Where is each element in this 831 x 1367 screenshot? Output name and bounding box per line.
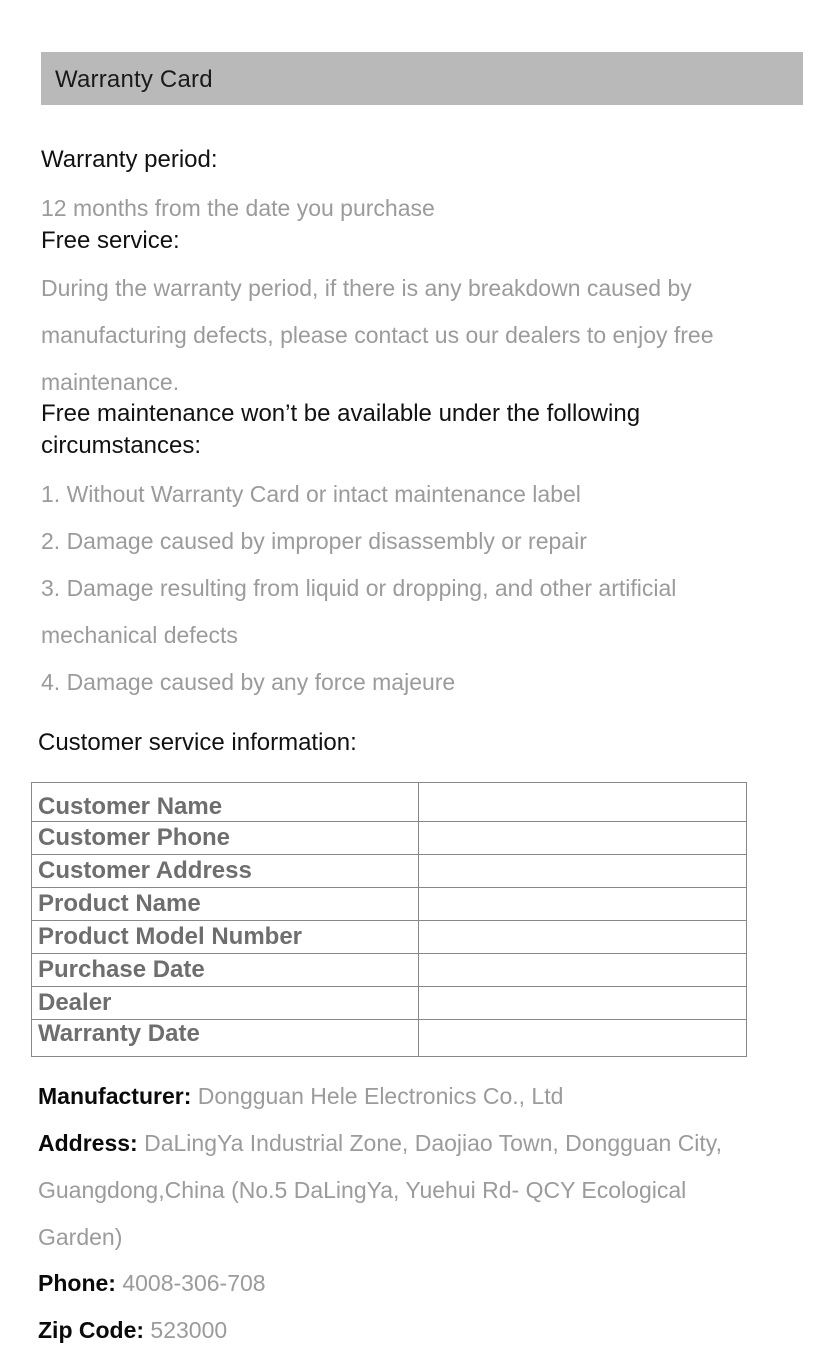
warranty-date-field[interactable] [419,1020,747,1057]
page-title: Warranty Card [55,66,213,93]
exclusion-item-4: 4. Damage caused by any force majeure [41,669,456,695]
manufacturer-label: Manufacturer: [38,1083,192,1109]
dealer-label: Dealer [32,987,419,1020]
address-label: Address: [38,1130,138,1156]
table-row [32,783,747,822]
customer-info-table [31,782,747,1057]
zip-code-value: 523000 [144,1317,228,1343]
customer-phone-field[interactable] [419,822,747,855]
table-row [32,855,747,888]
customer-phone-label: Customer Phone [32,822,419,855]
product-model-number-label: Product Model Number [32,921,419,954]
manufacturer-value: Dongguan Hele Electronics Co., Ltd [191,1083,564,1109]
zip-code-label: Zip Code: [38,1317,145,1343]
free-service-heading: Free service: [41,227,180,254]
customer-info-heading: Customer service information: [38,729,357,756]
free-service-line-3: maintenance. [41,369,180,395]
product-name-label: Product Name [32,888,419,921]
phone-label: Phone: [38,1270,116,1296]
address-line-2 [38,1177,686,1204]
purchase-date-field[interactable] [419,954,747,987]
exclusion-item-2: 2. Damage caused by improper disassembly or repair [41,528,587,554]
free-service-line-1: During the warranty period, if there is any breakdown caused by [41,275,692,301]
exclusion-item-3: 3. Damage resulting from liquid or dropping, and other artificial [41,575,677,601]
product-name-field[interactable] [419,888,747,921]
free-service-line-2: manufacturing defects, please contact us our dealers to enjoy free [41,322,714,348]
table-row [32,1020,747,1057]
address-line-3 [38,1224,122,1251]
manufacturer-line [38,1083,563,1110]
purchase-date-label: Purchase Date [32,954,419,987]
address-value-line-2: Guangdong,China (No.5 DaLingYa, Yuehui Rd- QCY Ecological [38,1177,687,1203]
exclusion-item-1: 1. Without Warranty Card or intact maintenance label [41,481,581,507]
customer-name-field[interactable] [419,783,747,822]
address-line [38,1130,722,1157]
table-row [32,822,747,855]
zip-code-line [38,1317,227,1344]
dealer-field[interactable] [419,987,747,1020]
customer-name-label: Customer Name [32,783,419,822]
warranty-period-text: 12 months from the date you purchase [41,195,435,221]
exclusion-item-3-continued: mechanical defects [41,622,238,648]
address-value-line-1: DaLingYa Industrial Zone, Daojiao Town, Dongguan City, [137,1130,722,1156]
table-row [32,987,747,1020]
table-row [32,954,747,987]
warranty-date-label: Warranty Date [32,1020,419,1057]
phone-value: 4008-306-708 [115,1270,266,1296]
phone-line [38,1270,266,1297]
exclusions-heading: Free maintenance won’t be available under the following circumstances: [41,400,641,459]
warranty-period-heading: Warranty period: [41,146,218,173]
customer-address-label: Customer Address [32,855,419,888]
header-bar [41,52,803,105]
product-model-number-field[interactable] [419,921,747,954]
address-value-line-3: Garden) [38,1224,123,1250]
table-row [32,888,747,921]
customer-address-field[interactable] [419,855,747,888]
table-row [32,921,747,954]
